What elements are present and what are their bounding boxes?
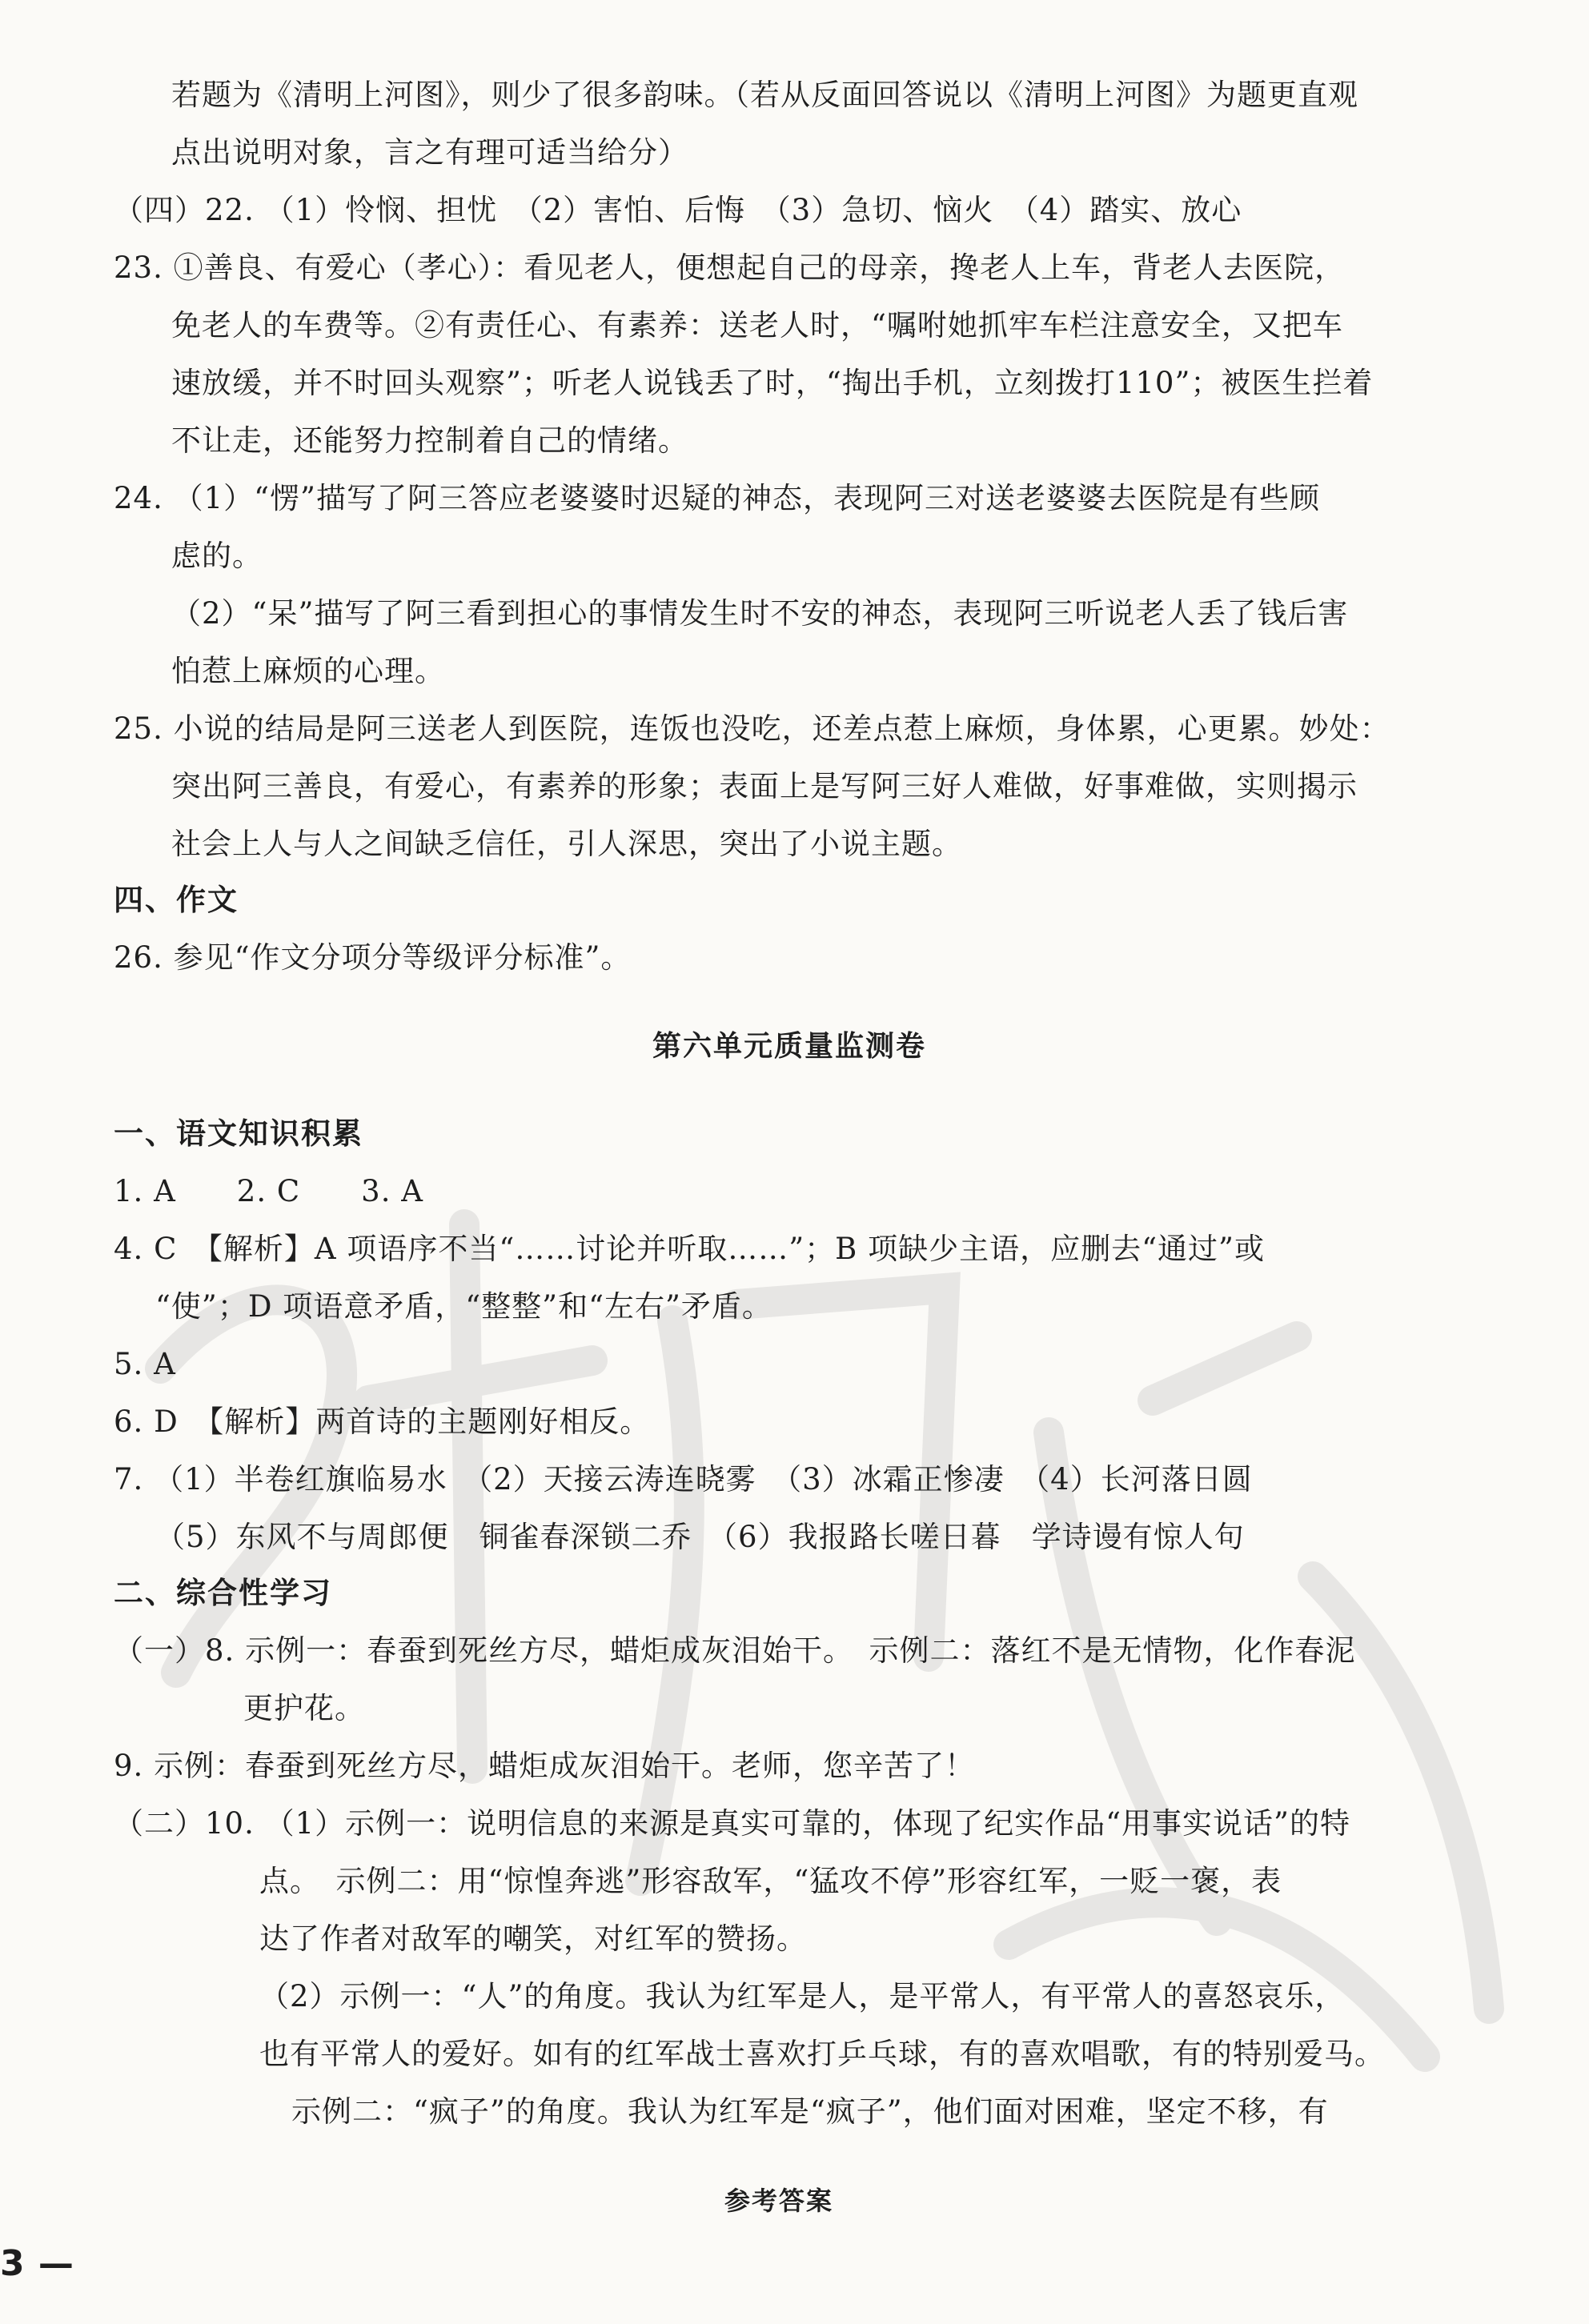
- section-heading-knowledge: 一、语文知识积累: [114, 1116, 363, 1151]
- text-line: 达了作者对敌军的嘲笑，对红军的赞扬。: [259, 1921, 807, 1956]
- text-line: （一）8. 示例一：春蚕到死丝方尽，蜡炬成灰泪始干。 示例二：落红不是无情物，化作春泥: [114, 1633, 1356, 1668]
- text-line: 若题为《清明上河图》，则少了很多韵味。（若从反面回答说以《清明上河图》为题更直观: [171, 78, 1358, 112]
- text-line: 速放缓，并不时回头观察”；听老人说钱丢了时，“掏出手机，立刻拨打110”；被医生拦着: [171, 366, 1374, 400]
- text-line: “使”；D 项语意矛盾，“整整”和“左右”矛盾。: [155, 1289, 772, 1324]
- text-line: 24. （1）“愣”描写了阿三答应老婆婆时迟疑的神态，表现阿三对送老婆婆去医院是有些顾: [114, 481, 1320, 515]
- text-line: 点出说明对象，言之有理可适当给分）: [171, 135, 688, 170]
- text-line: 5. A: [114, 1347, 176, 1381]
- text-line: 免老人的车费等。②有责任心、有素养：送老人时，“嘱咐她抓牢车栏注意安全，又把车: [171, 308, 1343, 343]
- section-heading-composition: 四、作文: [114, 883, 239, 917]
- unit-title: 第六单元质量监测卷: [652, 1030, 927, 1063]
- text-line: 更护花。: [243, 1691, 365, 1725]
- text-line: 点。 示例二：用“惊惶奔逃”形容敌军，“猛攻不停”形容红军，一贬一褒，表: [259, 1864, 1282, 1898]
- text-line: （5）东风不与周郎便 铜雀春深锁二乔 （6）我报路长嗟日暮 学诗谩有惊人句: [155, 1520, 1245, 1554]
- text-line: 9. 示例：春蚕到死丝方尽，蜡炬成灰泪始干。老师，您辛苦了！: [114, 1749, 976, 1783]
- footer-title: 参考答案: [724, 2186, 834, 2216]
- text-line: （二）10. （1）示例一：说明信息的来源是真实可靠的，体现了纪实作品“用事实说话”的特: [114, 1806, 1350, 1841]
- text-line: 虑的。: [171, 539, 263, 573]
- text-line: （四）22. （1）怜悯、担忧 （2）害怕、后悔 （3）急切、恼火 （4）踏实、放心: [114, 193, 1242, 227]
- text-line: 示例二：“疯子”的角度。我认为红军是“疯子”，他们面对困难，坚定不移，有: [291, 2094, 1329, 2129]
- text-line: 7. （1）半卷红旗临易水 （2）天接云涛连晓雾 （3）冰霜正惨凄 （4）长河落日圆: [114, 1462, 1253, 1497]
- section-heading-comprehensive: 二、综合性学习: [114, 1576, 332, 1610]
- text-line: 25. 小说的结局是阿三送老人到医院，连饭也没吃，还差点惹上麻烦，身体累，心更累。妙处：: [114, 711, 1390, 746]
- text-line: 1. A 2. C 3. A: [114, 1174, 423, 1208]
- page-number: 3 —: [0, 2243, 74, 2284]
- text-line: （2）“呆”描写了阿三看到担心的事情发生时不安的神态，表现阿三听说老人丢了钱后害: [171, 596, 1349, 631]
- text-line: 6. D 【解析】两首诗的主题刚好相反。: [114, 1404, 651, 1439]
- text-line: 社会上人与人之间缺乏信任，引人深思，突出了小说主题。: [171, 827, 962, 861]
- text-line: 突出阿三善良，有爱心，有素养的形象；表面上是写阿三好人难做，好事难做，实则揭示: [171, 769, 1358, 803]
- text-line: 23. ①善良、有爱心（孝心）：看见老人，便想起自己的母亲，搀老人上车，背老人去医院，: [114, 250, 1346, 285]
- text-line: 也有平常人的爱好。如有的红军战士喜欢打乒乓球，有的喜欢唱歌，有的特别爱马。: [259, 2037, 1385, 2071]
- text-line: （2）示例一：“人”的角度。我认为红军是人，是平常人，有平常人的喜怒哀乐，: [259, 1979, 1346, 2013]
- text-line: 怕惹上麻烦的心理。: [171, 654, 445, 688]
- text-line: 4. C 【解析】A 项语序不当“……讨论并听取……”；B 项缺少主语，应删去“通过”或: [114, 1232, 1265, 1266]
- text-line: 26. 参见“作文分项分等级评分标准”。: [114, 940, 632, 975]
- text-line: 不让走，还能努力控制着自己的情绪。: [171, 423, 688, 458]
